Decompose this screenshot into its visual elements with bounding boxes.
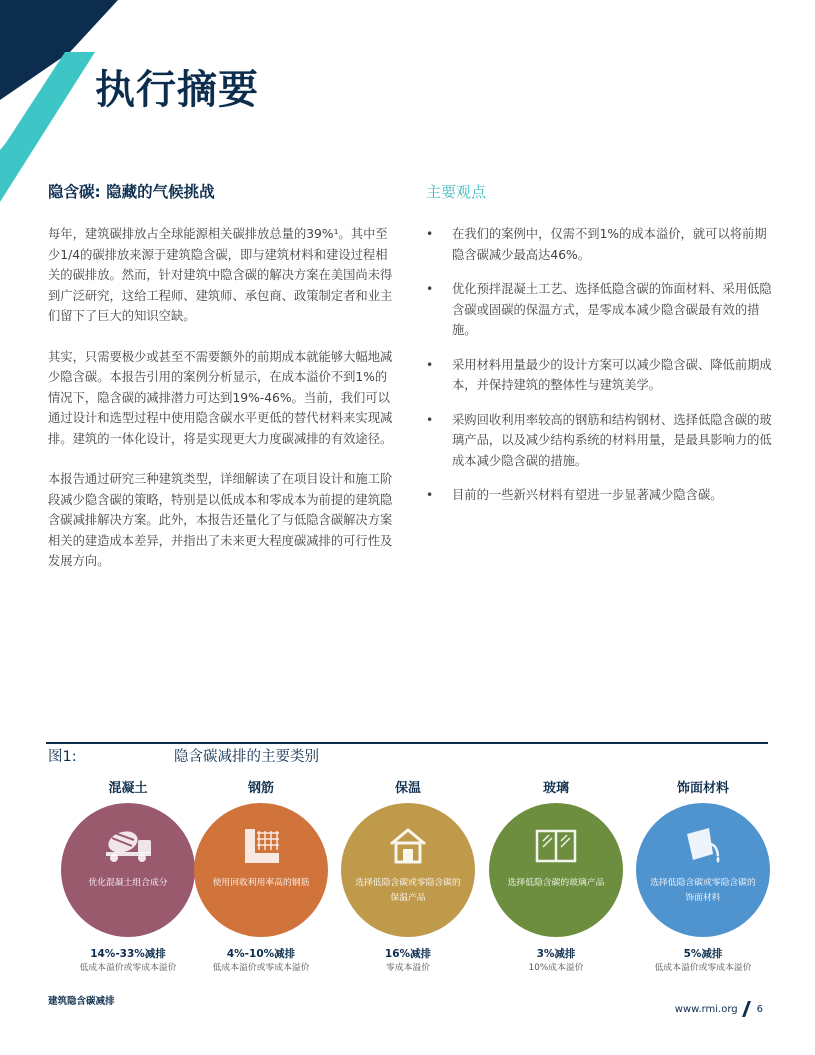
category-circle [194,803,328,937]
category-name: 混凝土 [108,781,148,796]
bullet: • [426,282,434,296]
category-glass [476,780,636,975]
category-cost-note: 低成本溢价或零成本溢价 [212,963,310,973]
key-points-list [426,224,772,520]
key-point-text: 优化预拌混凝土工艺、选择低隐含碳的饰面材料、采用低隐含碳或固碳的保温方式，是零成本减少隐含碳最有效的措施。 [452,282,772,337]
category-description: 选择低隐含碳的玻璃产品 [507,878,605,888]
page-title: 执行摘要 [95,67,259,113]
paragraph-1: 每年，建筑碳排放占全球能源相关碳排放总量的39%¹。其中至少1/4的碳排放来源于建筑隐含碳，即与建筑材料和建设过程相关的碳排放。然而，针对建筑中隐含碳的解决方案在美国尚未得到广泛研究，这给工程师、建筑师、承包商、政策制定者和业主们留下了巨大的知识空缺。 [48,227,393,323]
window-icon [535,827,577,865]
category-name: 玻璃 [542,781,569,796]
page-number: 6 [756,1003,763,1015]
footer-right [675,1001,763,1017]
category-description: 使用回收利用率高的钢筋 [212,878,310,888]
category-cost-note: 10%成本溢价 [528,963,584,973]
bullet: • [426,488,434,502]
paragraph-2: 其实，只需要极少或甚至不需要额外的前期成本就能够大幅地减少隐含碳。本报告引用的案例分析显示，在成本溢价不到1%的情况下，隐含碳的减排潜力可达到19%-46%。当前，我们可以通过设计和选型过程中使用隐含碳水平更低的替代材料来实现减排。建筑的一体化设计，将是实现更大力度碳减排的有效途径。 [48,349,393,446]
footer-url[interactable]: www.rmi.org [674,1003,738,1015]
concrete-mixer-truck-icon [102,827,154,865]
category-reduction: 14%-33%减排 [90,948,166,960]
category-cost-note: 低成本溢价或零成本溢价 [654,963,752,973]
key-point-text: 采用材料用量最少的设计方案可以减少隐含碳、降低前期成本，并保持建筑的整体性与建筑美学。 [452,357,772,392]
category-name: 钢筋 [247,781,274,796]
footer-report-title: 建筑隐含碳减排 [48,996,115,1007]
paint-bucket-icon [681,827,725,865]
category-cost-note: 低成本溢价或零成本溢价 [79,963,177,973]
paragraph-3: 本报告通过研究三种建筑类型，详细解读了在项目设计和施工阶段减少隐含碳的策略，特别是以低成本和零成本为前提的建筑隐含碳减排解决方案。此外，本报告还量化了与低隐含碳解决方案相关的建造成本差异，并指出了未来更大程度碳减排的可行性及发展方向。 [48,472,393,568]
category-description: 选择低隐含碳或零隐含碳的保温产品 [355,878,461,903]
category-description: 选择低隐含碳或零隐含碳的饰面材料 [650,878,756,903]
category-reduction: 5%减排 [683,948,723,960]
key-point [426,279,772,341]
category-insulation [328,780,488,975]
category-reduction: 16%减排 [384,948,432,960]
bullet: • [426,357,434,372]
key-point [426,485,772,506]
key-point-text: 目前的一些新兴材料有望进一步显著减少隐含碳。 [452,488,723,502]
key-point [426,410,772,472]
category-steel [181,780,341,975]
key-point-text: 在我们的案例中，仅需不到1%的成本溢价，就可以将前期隐含碳减少最高达46%。 [452,227,767,262]
figure-divider [46,742,768,744]
steel-grid-icon [241,827,281,865]
bullet: • [426,227,434,241]
category-reduction: 3%减排 [536,948,576,960]
house-insulation-icon [388,827,428,865]
key-points-heading: 主要观点 [426,183,487,201]
category-name: 饰面材料 [676,781,729,796]
category-circle [489,803,623,937]
key-point-text: 采购回收利用率较高的钢筋和结构钢材、选择低隐含碳的玻璃产品，以及减少结构系统的材料用量，是最具影响力的低成本减少隐含碳的措施。 [452,412,772,468]
category-reduction: 4%-10%减排 [226,948,296,960]
category-description: 优化混凝土组合成分 [88,878,168,888]
bullet: • [426,412,434,427]
category-name: 保温 [394,781,421,796]
category-circle [636,803,770,937]
section-heading: 隐含碳: 隐藏的气候挑战 [48,183,215,201]
category-circle [61,803,195,937]
body-text [48,224,398,592]
category-finishes [623,780,783,975]
category-cost-note: 零成本溢价 [386,963,430,973]
key-point [426,224,772,265]
category-circle [341,803,475,937]
key-point [426,355,772,396]
figure-title: 隐含碳减排的主要类别 [174,749,319,765]
figure-number: 图1: [48,749,77,765]
slash-divider [742,1001,751,1017]
